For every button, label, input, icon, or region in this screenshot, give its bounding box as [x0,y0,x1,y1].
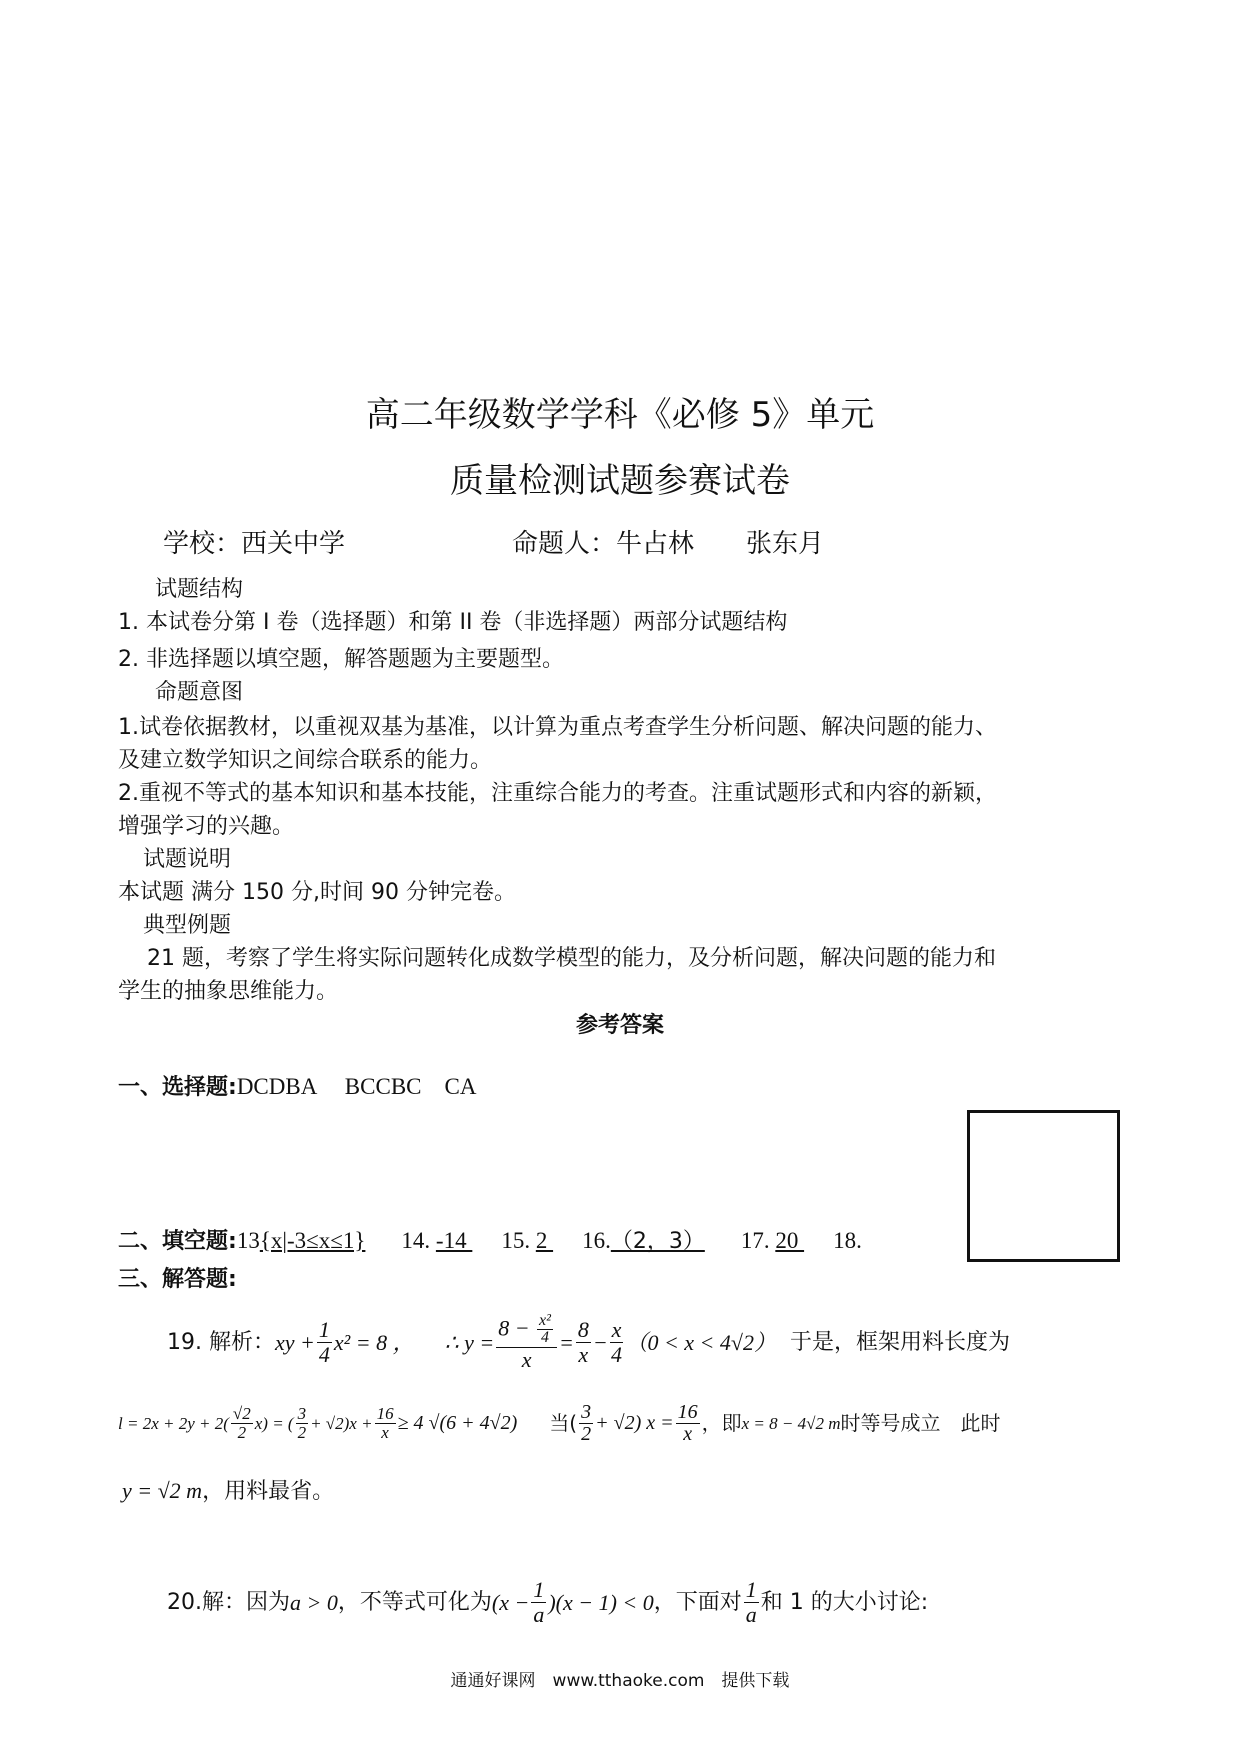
fill-label: 二、填空题: [118,1229,237,1254]
q20-1-over-a-b [744,1578,759,1625]
intent-item-1-line-2: 及建立数学知识之间综合联系的能力。 [118,748,493,773]
q19-line-3 [122,1474,334,1508]
footer-text: 通通好课网 www.tthaoke.com 提供下载 [450,1671,790,1691]
q19-3-over-2-b [579,1402,593,1445]
q19-fx2: x [611,1317,622,1343]
q19-sixteen: 16 [376,1403,394,1423]
q19-xden2: x [683,1422,693,1445]
q14-number: 14. [401,1228,436,1253]
q19-xden: x [381,1422,389,1442]
structure-item-1: 1. 本试卷分第 I 卷（选择题）和第 II 卷（非选择题）两部分试题结构 [118,610,788,635]
intent-item-1-line-1: 1.试卷依据教材，以重视双基为基准，以计算为重点考查学生分析问题、解决问题的能力、 [118,715,997,740]
q19-minus: − [592,1329,608,1355]
q20-a-gt: a > 0 [290,1589,338,1615]
q19-eq1: xy + [274,1329,315,1355]
q19-eq1-tail: x² = 8 ， [333,1329,415,1355]
structure-item-2: 2. 非选择题以填空题，解答题题为主要题型。 [118,647,564,672]
q19-ie: ，即 [701,1410,742,1435]
q19-eqhold: 时等号成立 此时 [840,1410,1001,1435]
q14-answer: -14 [435,1228,473,1253]
q19-8-over-x [576,1318,591,1365]
examples-heading: 典型例题 [143,913,232,938]
choice-answers-row [118,1070,476,1104]
choice-label: 一、选择题: [118,1075,237,1100]
q20-mid: ，不等式可化为 [337,1589,492,1615]
q19-y-frac [496,1313,557,1372]
q18-number: 18. [833,1228,862,1253]
q19-f4: 4 [611,1341,623,1367]
q19-two3: 2 [581,1422,592,1445]
q19-frac-den: x [521,1347,532,1373]
intent-heading: 命题意图 [155,680,244,705]
fill-answers-row [118,1224,862,1258]
q19-three2: 3 [581,1400,592,1423]
title-line-1: 高二年级数学学科《必修 5》单元 [365,395,875,435]
intent-item-2-line-1: 2.重视不等式的基本知识和基本技能，注重综合能力的考查。注重试题形式和内容的新颖， [118,781,997,806]
q19-two2: 2 [297,1422,307,1442]
structure-heading: 试题结构 [155,577,244,602]
q20-line [167,1572,928,1632]
q19-two: 2 [237,1422,247,1442]
q20-one: 1 [533,1577,545,1603]
q19-tail: 于是，框架用料长度为 [789,1329,1010,1355]
notes-text: 本试题 满分 150 分,时间 90 分钟完卷。 [118,880,516,905]
q20-ineq-a: (x − [491,1589,530,1615]
q16-answer: （2，3） [610,1229,705,1254]
q19-eq2: = [558,1329,574,1355]
q20-one2: 1 [745,1577,757,1603]
examples-line-2: 学生的抽象思维能力。 [118,979,339,1004]
q19-xval: x = 8 − 4√2 m [741,1413,841,1433]
q19-ge: ≥ 4 √(6 + 4√2) [397,1411,518,1434]
authors-label: 命题人：牛占林 张东月 [512,529,825,559]
q19-sixteen2: 16 [677,1400,698,1423]
q20-a2: a [745,1601,757,1627]
q19-x-over-4 [610,1318,624,1365]
q17-answer: 20 [775,1228,805,1253]
q19-three: 3 [297,1403,307,1423]
q16-number: 16. [582,1228,611,1253]
examples-line-1: 21 题，考察了学生将实际问题转化成数学模型的能力，及分析问题，解决问题的能力和 [118,946,996,971]
q20-ineq-b: )(x − 1) < 0 [548,1589,654,1615]
q19-when: 当( [549,1410,578,1435]
q19-l-plus: + √2)x + [310,1413,373,1433]
school-label: 学校：西关中学 [163,529,346,559]
q19-fx: x [578,1341,589,1367]
q20-end: 和 1 的大小讨论: [760,1589,929,1615]
answers-heading: 参考答案 [575,1013,664,1038]
q19-l-expr: l = 2x + 2y + 2( [118,1413,229,1433]
q19-r2: √2 [232,1403,251,1423]
q19-when-plus: + √2) x = [595,1411,674,1434]
title-line-2: 质量检测试题参赛试卷 [450,461,790,501]
q19-line-1 [167,1302,1010,1382]
notes-heading: 试题说明 [143,847,232,872]
q19-3-over-2 [296,1405,309,1442]
q19-save: ，用料最省。 [202,1479,335,1504]
solve-label: 三、解答题: [118,1267,237,1292]
q19-r2-over-2 [231,1405,253,1442]
q13-answer: {x|-3≤x≤1} [259,1228,366,1253]
q19-therefore: ∴ y = [444,1329,495,1355]
q17-number: 17. [740,1228,776,1253]
q20-1-over-a [531,1578,546,1625]
q20-lead: 20.解：因为 [167,1589,290,1615]
q13-number: 13 [236,1228,260,1253]
q19-16-over-x [375,1405,396,1442]
q20-a: a [533,1601,545,1627]
q19-lead: 19. 解析： [167,1329,275,1355]
q19-frac-4: 4 [541,1329,549,1347]
q20-next: ，下面对 [653,1589,742,1615]
q19-l-mid: x) = ( [254,1413,294,1433]
q18-answer-box [967,1110,1120,1262]
q19-range: （0 < x < 4√2） [625,1329,776,1355]
choice-answers: DCDBA BCCBC CA [236,1074,477,1099]
q19-frac-x2: x² [539,1311,551,1329]
q19-16-over-x-b [676,1402,700,1445]
q19-frac-num-top: 8 − [498,1315,536,1340]
q15-answer: 2 [535,1228,554,1253]
q19-f8: 8 [577,1317,589,1343]
q19-line-2 [118,1388,1001,1458]
q19-yval: y = √2 m [122,1478,203,1503]
intent-item-2-line-2: 增强学习的兴趣。 [118,814,295,839]
q15-number: 15. [501,1228,536,1253]
q19-quarter-frac: $\frac{1}{4}$ [318,1317,330,1367]
